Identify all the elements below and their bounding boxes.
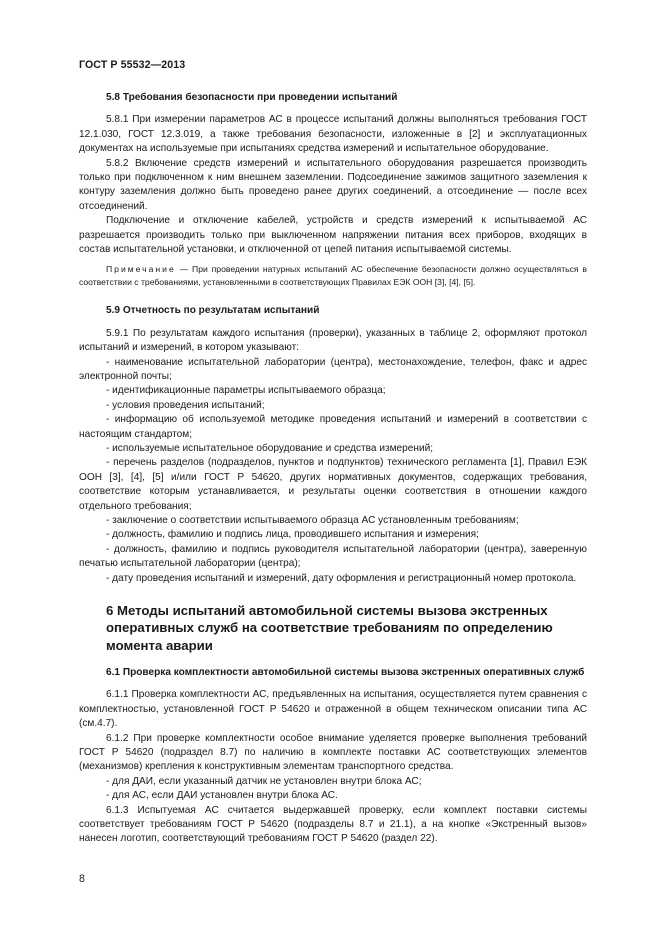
page-number: 8 [79,873,85,885]
note-label: Примечание [106,264,176,275]
document-code-header: ГОСТ Р 55532—2013 [79,59,186,71]
section-6-title: 6 Методы испытаний автомобильной системы вызова экстренных оперативных служб на соответствие требованиям по определению момента аварии [106,603,553,653]
paragraph-5-9-1: 5.9.1 По результатам каждого испытания (проверки), указанных в таблице 2, оформляют протокол испытаний и измерений, в котором указывают: [79,327,587,354]
list-item: - должность, фамилию и подпись руководителя испытательной лаборатории (центра), заверенную печатью испытательной лаборатории (центра); [79,543,587,570]
list-item: - идентификационные параметры испытываемого образца; [106,385,386,397]
section-5-9-title: 5.9 Отчетность по результатам испытаний [106,305,320,317]
list-item: - наименование испытательной лаборатории (центра), местонахождение, телефон, факс и адрес электронной почты; [79,356,587,382]
list-item: - дату проведения испытаний и измерений, дату оформления и регистрационный номер протокола. [106,572,577,584]
section-5-8-title: 5.8 Требования безопасности при проведении испытаний [106,92,398,103]
list-item: - информацию об используемой методике проведения испытаний и измерений в соответствии с настоящим стандартом; [79,414,587,440]
list-item: - для ДАИ, если указанный датчик не установлен внутри блока АС; [106,775,422,787]
list-item: - используемые испытательное оборудование и средства измерений; [106,442,434,454]
note-5-8 [79,263,587,288]
paragraph-6-1-3: 6.1.3 Испытуемая АС считается выдержавшей проверку, если комплект поставки системы соответствует требованиям ГОСТ Р 54620 (подразделы 8.7 и 21.1), а на кнопке «Экстренный вызов» нанесен логотип, соответствующий требованиям ГОСТ Р 54620 (раздел 22). [79,804,587,845]
list-item: - заключение о соответствии испытываемого образца АС установленным требованиям; [106,514,519,526]
paragraph-5-8-2: 5.8.2 Включение средств измерений и испытательного оборудования разрешается производить только при подключенном к ним внешнем заземлении. Подсоединение зажимов защитного заземления к контуру заземления должно быть проведено ранее других соединений, а отсоединение — после всех отсоединений. [79,157,587,212]
list-item: - перечень разделов (подразделов, пунктов и подпунктов) технического регламента [1], Правил ЕЭК ООН [3], [4], [5] и/или ГОСТ Р 54620, других нормативных документов, содержащих требования, соответствие которым устанавливается, и результаты оценки соответствия в отношении каждого отдельного требования; [79,457,587,512]
list-item: - для АС, если ДАИ установлен внутри блока АС. [106,790,338,802]
list-item: - условия проведения испытаний; [106,399,265,411]
section-6-1-title: 6.1 Проверка комплектности автомобильной системы вызова экстренных оперативных служб [106,666,585,678]
paragraph-5-8-2-cont: Подключение и отключение кабелей, устройств и средств измерений к испытываемой АС разрешается производить только при выключенном напряжении питания всех приборов, входящих в состав испытательной установки, и отключенной от цепей питания испытываемой системы. [79,215,587,256]
paragraph-5-8-1: 5.8.1 При измерении параметров АС в процессе испытаний должны выполняться требования ГОСТ 12.1.030, ГОСТ 12.3.019, а также требования безопасности, изложенные в [2] и эксплуатационных документах на используемые при испытаниях средства измерений и испытательное оборудование. [79,114,587,155]
page-content [79,91,587,847]
note-text: — При проведении натурных испытаний АС обеспечение безопасности должно осуществляться в соответствии с требованиями, установленными в соответствующих Правилах ЕЭК ООН [3], [4], [5]. [79,264,587,287]
paragraph-6-1-2: 6.1.2 При проверке комплектности особое внимание уделяется проверке выполнения требований ГОСТ Р 54620 (подраздел 8.7) по наличию в комплекте поставки АС соответствующих элементов (механизмов) крепления к конструктивным элементам транспортного средства. [79,732,587,773]
paragraph-6-1-1: 6.1.1 Проверка комплектности АС, предъявленных на испытания, осуществляется путем сравнения с комплектностью, установленной ГОСТ Р 54620 и отраженной в общем техническом описании типа АС (см.4.7). [79,689,587,730]
list-item: - должность, фамилию и подпись лица, проводившего испытания и измерения; [106,529,479,541]
